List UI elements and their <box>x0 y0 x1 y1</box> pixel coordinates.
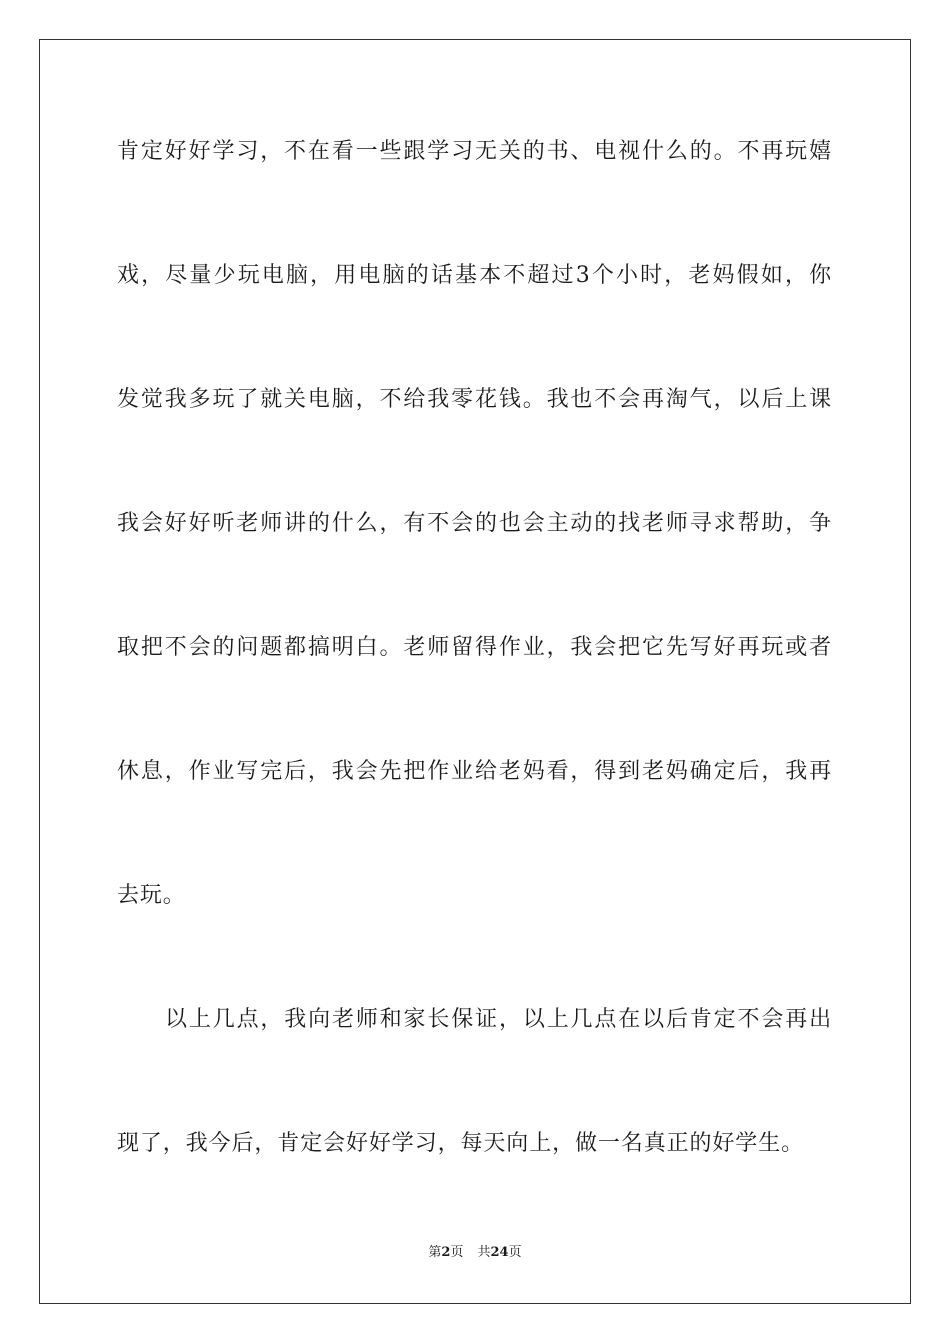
text-line-5: 取把不会的问题都搞明白。老师留得作业，我会把它先写好再玩或者 <box>117 635 832 660</box>
text-line-4: 我会好好听老师讲的什么，有不会的也会主动的找老师寻求帮助，争 <box>117 511 832 536</box>
page-prefix: 第 <box>428 1245 442 1260</box>
page-footer <box>0 1244 950 1262</box>
text-line-9: 现了，我今后，肯定会好好学习，每天向上，做一名真正的好学生。 <box>117 1131 805 1156</box>
total-suffix: 页 <box>508 1245 522 1260</box>
text-line-2: 戏，尽量少玩电脑，用电脑的话基本不超过3个小时，老妈假如，你 <box>117 263 832 288</box>
page-border <box>39 39 911 1304</box>
page-number: 2 <box>441 1245 451 1260</box>
total-prefix: 共 <box>477 1245 491 1260</box>
text-line-7: 去玩。 <box>117 883 186 908</box>
page-suffix: 页 <box>450 1245 464 1260</box>
text-line-8: 以上几点，我向老师和家长保证，以上几点在以后肯定不会再出 <box>165 1007 832 1032</box>
total-pages: 24 <box>490 1245 509 1260</box>
text-line-3: 发觉我多玩了就关电脑，不给我零花钱。我也不会再淘气，以后上课 <box>117 387 832 412</box>
text-line-1: 肯定好好学习，不在看一些跟学习无关的书、电视什么的。不再玩嬉 <box>117 139 832 164</box>
text-line-6: 休息，作业写完后，我会先把作业给老妈看，得到老妈确定后，我再 <box>117 759 832 784</box>
